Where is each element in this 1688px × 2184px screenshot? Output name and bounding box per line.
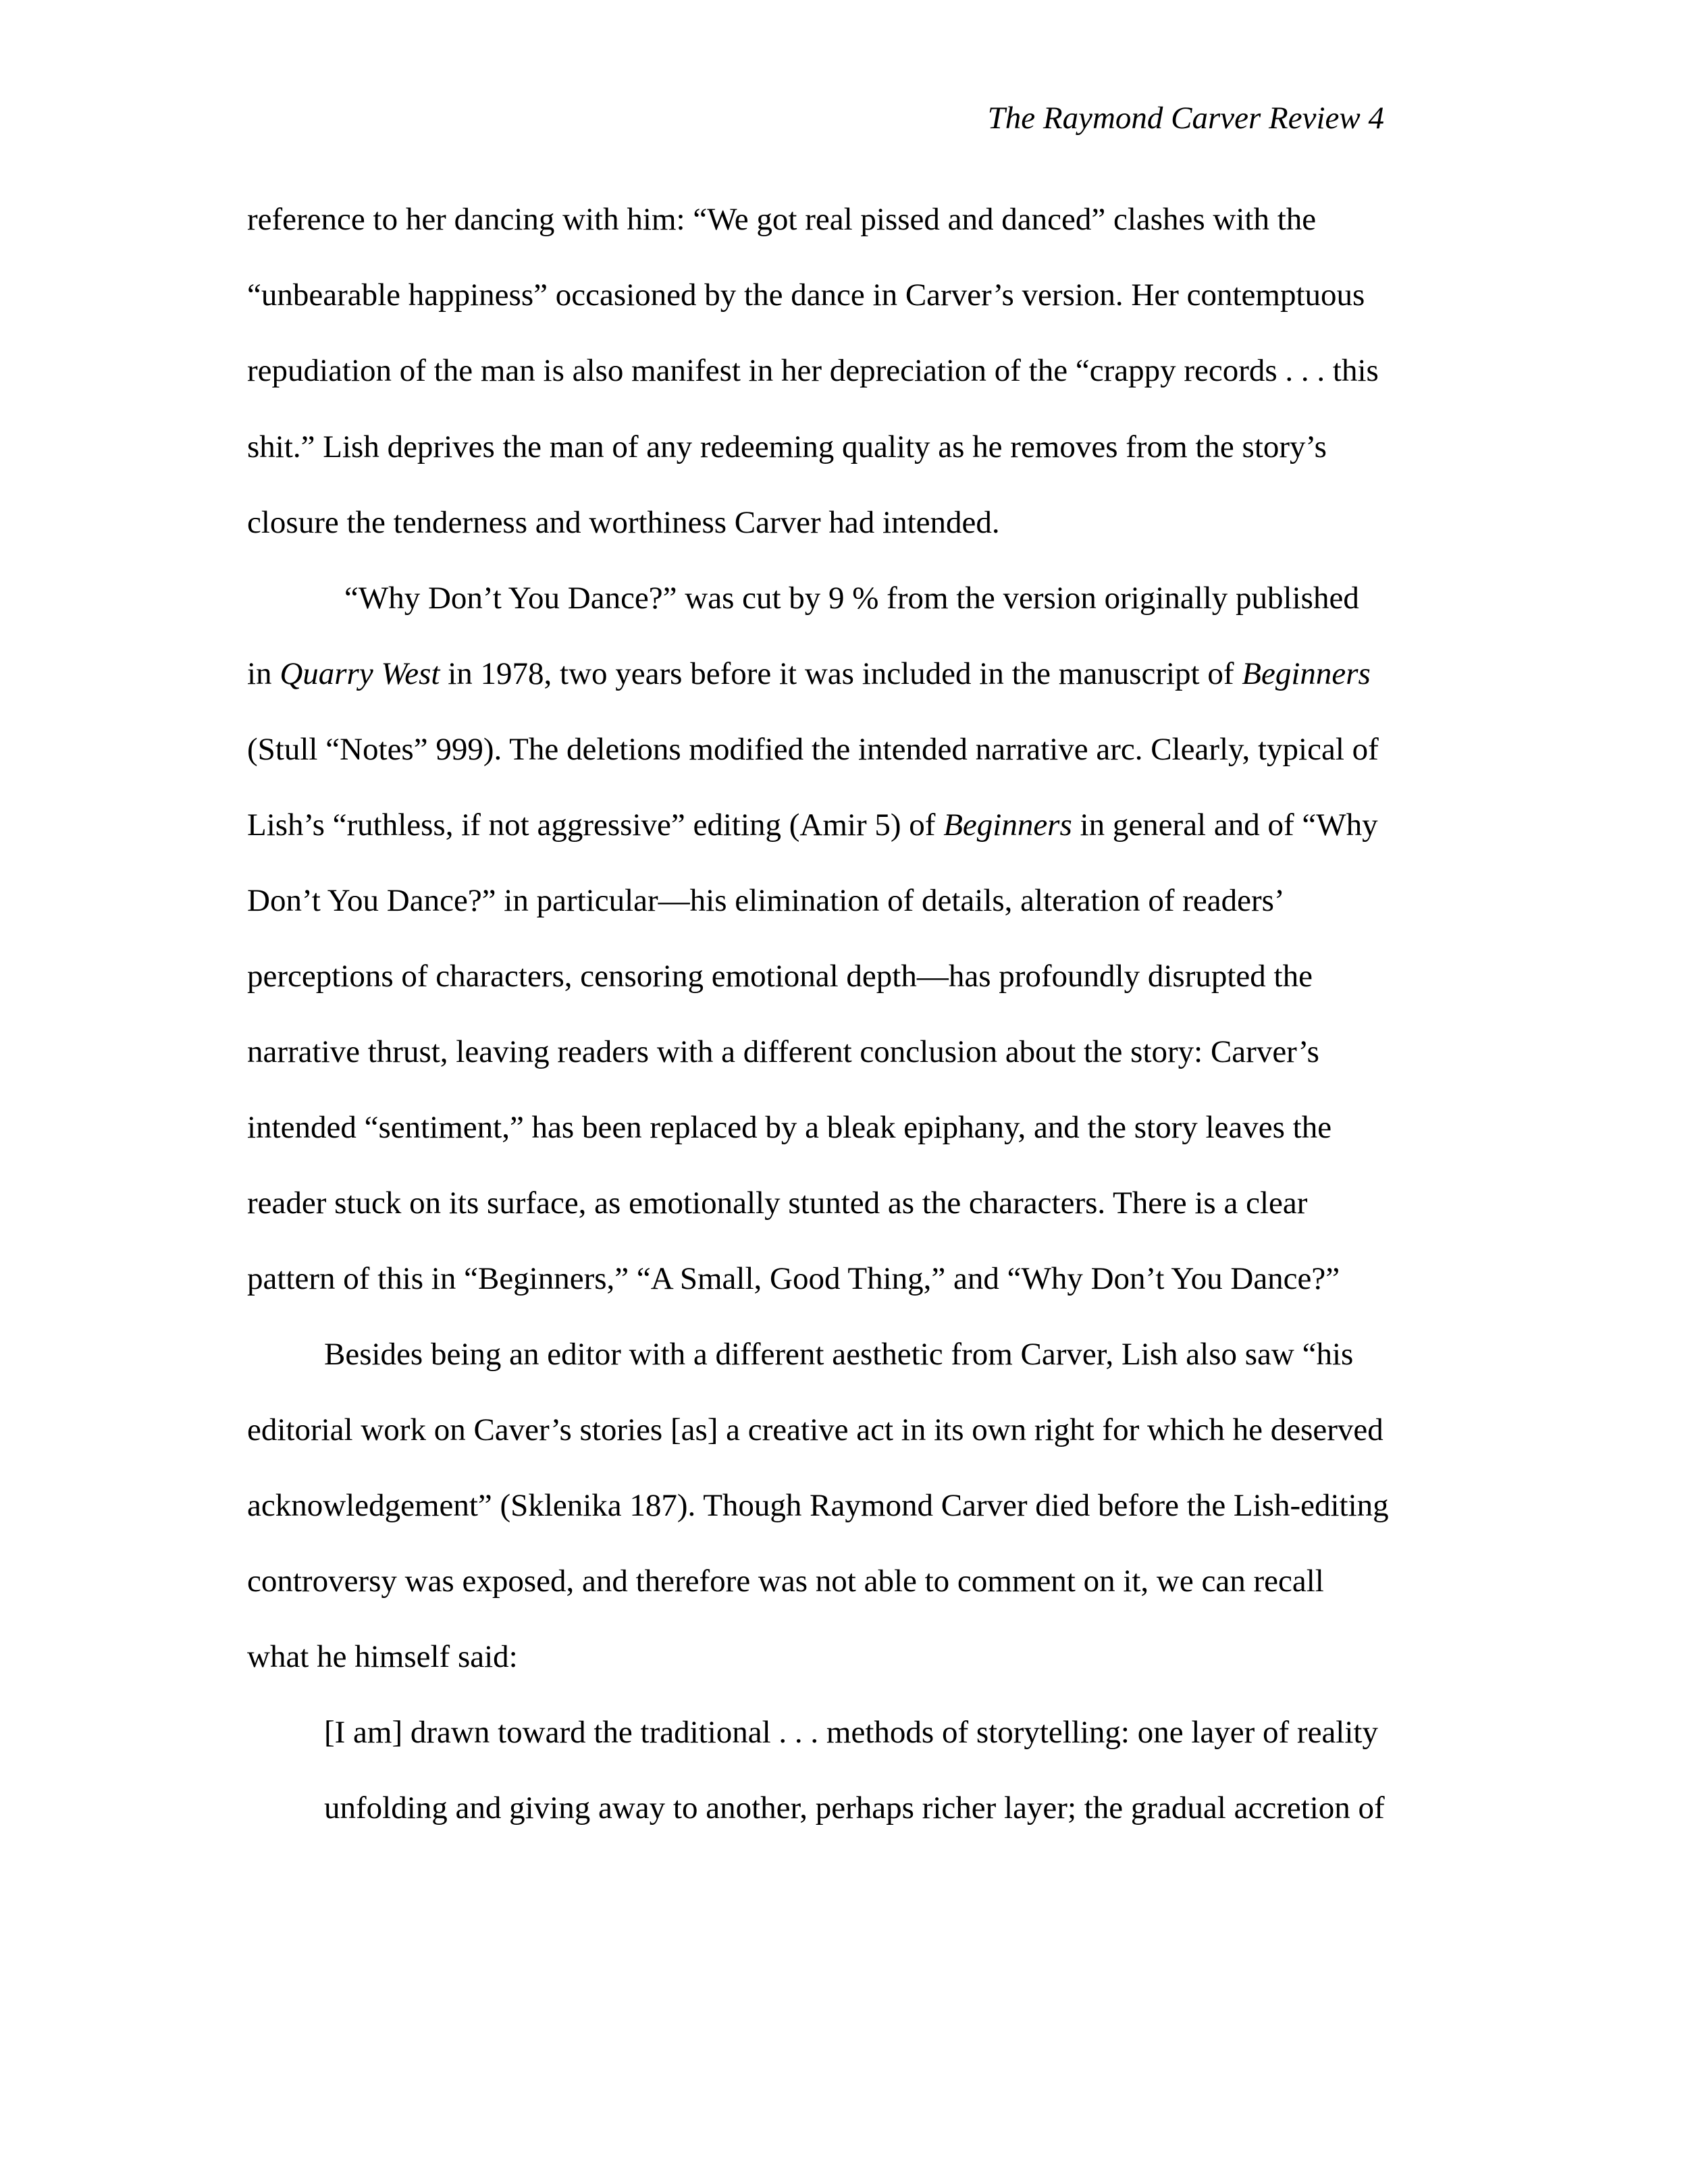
body-line: acknowledgement” (Sklenika 187). Though Raymond Carver died before the Lish-editing: [247, 1488, 1389, 1523]
body-line: pattern of this in “Beginners,” “A Small, Good Thing,” and “Why Don’t You Dance?”: [247, 1261, 1340, 1296]
body-line: shit.” Lish deprives the man of any redeeming quality as he removes from the story’s: [247, 429, 1327, 464]
body-line: narrative thrust, leaving readers with a different conclusion about the story: Carver’s: [247, 1034, 1319, 1069]
body-line: intended “sentiment,” has been replaced by a bleak epiphany, and the story leaves the: [247, 1110, 1332, 1145]
body-line: repudiation of the man is also manifest in her depreciation of the “crappy records . . . this: [247, 353, 1379, 388]
running-header: The Raymond Carver Review 4: [987, 101, 1384, 136]
body-line: perceptions of characters, censoring emotional depth—has profoundly disrupted the: [247, 959, 1313, 994]
italic-title: Beginners: [1242, 656, 1371, 691]
body-line-paragraph-start: Besides being an editor with a different aesthetic from Carver, Lish also saw “his: [324, 1337, 1354, 1372]
body-line-paragraph-start: “Why Don’t You Dance?” was cut by 9 % from the version originally published: [344, 581, 1359, 616]
body-line: closure the tenderness and worthiness Carver had intended.: [247, 505, 1000, 540]
body-line: in Quarry West in 1978, two years before it was included in the manuscript of Beginners: [247, 656, 1371, 691]
body-line: Don’t You Dance?” in particular—his elimination of details, alteration of readers’: [247, 883, 1285, 918]
body-line: what he himself said:: [247, 1639, 518, 1674]
body-line: “unbearable happiness” occasioned by the dance in Carver’s version. Her contemptuous: [247, 277, 1365, 313]
block-quote-line: [I am] drawn toward the traditional . . . methods of storytelling: one layer of reality: [324, 1715, 1378, 1750]
italic-title: Quarry West: [280, 656, 440, 691]
italic-title: Beginners: [943, 807, 1072, 843]
body-line: (Stull “Notes” 999). The deletions modified the intended narrative arc. Clearly, typical of: [247, 732, 1379, 767]
body-line: Lish’s “ruthless, if not aggressive” editing (Amir 5) of Beginners in general and of “Why: [247, 807, 1378, 843]
body-line: controversy was exposed, and therefore was not able to comment on it, we can recall: [247, 1564, 1324, 1599]
body-line: reader stuck on its surface, as emotionally stunted as the characters. There is a clear: [247, 1186, 1308, 1221]
body-line: editorial work on Caver’s stories [as] a creative act in its own right for which he deserved: [247, 1412, 1383, 1447]
block-quote-line: unfolding and giving away to another, perhaps richer layer; the gradual accretion of: [324, 1790, 1385, 1826]
body-line: reference to her dancing with him: “We got real pissed and danced” clashes with the: [247, 202, 1317, 237]
